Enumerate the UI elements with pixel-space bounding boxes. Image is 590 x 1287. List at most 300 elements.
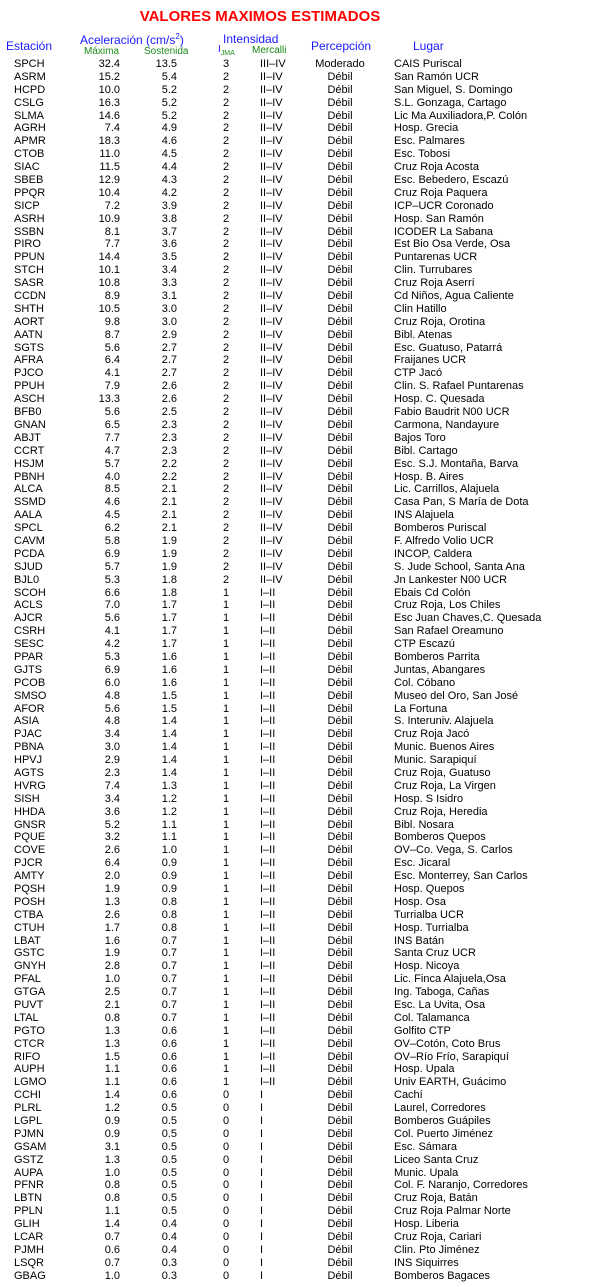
max-acceleration: 3.4: [104, 792, 120, 805]
mercalli-intensity: I–II: [260, 766, 276, 779]
header-aceleracion: [80, 32, 184, 47]
jma-intensity: 1: [222, 960, 230, 973]
jma-intensity: 1: [222, 870, 230, 883]
sustained-acceleration: 2.6: [161, 393, 177, 406]
jma-intensity: 0: [222, 1218, 230, 1231]
station-code: HSJM: [14, 457, 44, 470]
sustained-acceleration: 0.7: [161, 947, 177, 960]
sustained-acceleration: 2.3: [161, 444, 177, 457]
perception: Débil: [327, 599, 353, 612]
perception: Débil: [327, 1076, 353, 1089]
location: Col. Puerto Jiménez: [394, 1127, 494, 1140]
location: Esc. Bebedero, Escazú: [394, 174, 509, 187]
jma-intensity: 2: [222, 393, 230, 406]
table-row: [0, 148, 590, 161]
sustained-acceleration: 1.2: [161, 792, 177, 805]
table-row: [0, 960, 590, 973]
perception: Débil: [327, 1231, 353, 1244]
max-acceleration: 1.7: [104, 921, 120, 934]
max-acceleration: 5.6: [104, 341, 120, 354]
jma-intensity: 2: [222, 277, 230, 290]
mercalli-intensity: II–IV: [260, 380, 283, 393]
sustained-acceleration: 0.7: [161, 960, 177, 973]
jma-intensity: 2: [222, 212, 230, 225]
mercalli-intensity: I: [260, 1179, 264, 1192]
jma-intensity: 0: [222, 1231, 230, 1244]
max-acceleration: 1.3: [104, 895, 120, 908]
mercalli-intensity: II–IV: [260, 522, 283, 535]
location: Lic. Carrillos, Alajuela: [394, 483, 500, 496]
max-acceleration: 2.1: [104, 999, 120, 1012]
location: OV–Cotón, Coto Brus: [394, 1037, 501, 1050]
sustained-acceleration: 0.8: [161, 908, 177, 921]
location: Hosp. Upala: [394, 1063, 455, 1076]
station-code: GSAM: [14, 1140, 47, 1153]
station-code: PPUN: [14, 251, 45, 264]
location: OV–Río Frío, Sarapiquí: [394, 1050, 509, 1063]
max-acceleration: 5.7: [104, 560, 120, 573]
perception: Débil: [327, 676, 353, 689]
station-code: PJCR: [14, 857, 43, 870]
mercalli-intensity: I–II: [260, 895, 276, 908]
perception: Débil: [327, 689, 353, 702]
max-acceleration: 1.0: [104, 973, 120, 986]
mercalli-intensity: I–II: [260, 689, 276, 702]
sustained-acceleration: 0.8: [161, 921, 177, 934]
stations-table: [0, 58, 590, 1283]
table-row: [0, 1192, 590, 1205]
perception: Débil: [327, 805, 353, 818]
table-row: [0, 432, 590, 445]
max-acceleration: 1.3: [104, 1037, 120, 1050]
table-row: [0, 638, 590, 651]
max-acceleration: 7.4: [104, 122, 120, 135]
perception: Débil: [327, 921, 353, 934]
perception: Débil: [327, 831, 353, 844]
station-code: PPUH: [14, 380, 45, 393]
station-code: PJMH: [14, 1243, 44, 1256]
station-code: PPQR: [14, 186, 46, 199]
mercalli-intensity: II–IV: [260, 483, 283, 496]
sustained-acceleration: 2.1: [161, 483, 177, 496]
location: Col. F. Naranjo, Corredores: [394, 1179, 528, 1192]
perception: Débil: [327, 290, 353, 303]
jma-intensity: 2: [222, 238, 230, 251]
perception: Débil: [327, 1140, 353, 1153]
station-code: CCHI: [14, 1089, 41, 1102]
perception: Débil: [327, 431, 353, 444]
sustained-acceleration: 0.5: [161, 1192, 177, 1205]
max-acceleration: 5.3: [104, 650, 120, 663]
station-code: AGTS: [14, 766, 44, 779]
table-row: [0, 741, 590, 754]
jma-intensity: 2: [222, 418, 230, 431]
max-acceleration: 7.4: [104, 779, 120, 792]
perception: Débil: [327, 1089, 353, 1102]
table-row: [0, 445, 590, 458]
perception: Débil: [327, 792, 353, 805]
table-row: [0, 1205, 590, 1218]
mercalli-intensity: II–IV: [260, 199, 283, 212]
mercalli-intensity: I–II: [260, 986, 276, 999]
table-row: [0, 522, 590, 535]
mercalli-intensity: I–II: [260, 870, 276, 883]
mercalli-intensity: I–II: [260, 599, 276, 612]
station-code: ACLS: [14, 599, 43, 612]
location: Hosp. Quepos: [394, 883, 465, 895]
mercalli-intensity: I–II: [260, 960, 276, 973]
max-acceleration: 4.1: [104, 367, 120, 380]
table-row: [0, 354, 590, 367]
sustained-acceleration: 5.2: [161, 109, 177, 122]
station-code: SICP: [14, 199, 40, 212]
location: Esc Juan Chaves,C. Quesada: [394, 612, 542, 625]
mercalli-intensity: II–IV: [260, 212, 283, 225]
jma-intensity: 1: [222, 947, 230, 960]
max-acceleration: 4.0: [104, 470, 120, 483]
perception: Débil: [327, 483, 353, 496]
station-code: PBNH: [14, 470, 45, 483]
jma-intensity: 1: [222, 638, 230, 651]
table-row: [0, 471, 590, 484]
jma-intensity: 2: [222, 534, 230, 547]
perception: Débil: [327, 70, 353, 83]
max-acceleration: 6.6: [104, 586, 120, 599]
location: Hosp. B. Aires: [394, 470, 464, 483]
max-acceleration: 3.6: [104, 805, 120, 818]
mercalli-intensity: II–IV: [260, 457, 283, 470]
jma-intensity: 2: [222, 328, 230, 341]
mercalli-intensity: II–IV: [260, 225, 283, 238]
perception: Débil: [327, 650, 353, 663]
perception: Débil: [327, 470, 353, 483]
mercalli-intensity: II–IV: [260, 444, 283, 457]
mercalli-intensity: I–II: [260, 638, 276, 651]
mercalli-intensity: I: [260, 1166, 264, 1179]
mercalli-intensity: I–II: [260, 702, 276, 715]
station-code: PJCO: [14, 367, 44, 380]
table-row: [0, 599, 590, 612]
jma-intensity: 0: [222, 1205, 230, 1218]
table-row: [0, 767, 590, 780]
max-acceleration: 14.6: [98, 109, 120, 122]
max-acceleration: 4.5: [104, 509, 120, 522]
mercalli-intensity: I–II: [260, 831, 276, 844]
jma-intensity: 1: [222, 883, 230, 895]
max-acceleration: 1.3: [104, 1024, 120, 1037]
location: Bomberos Guápiles: [394, 1115, 491, 1128]
max-acceleration: 4.6: [104, 496, 120, 509]
table-row: [0, 226, 590, 239]
mercalli-intensity: II–IV: [260, 135, 283, 148]
jma-intensity: 1: [222, 999, 230, 1012]
sustained-acceleration: 1.9: [161, 547, 177, 560]
max-acceleration: 4.1: [104, 625, 120, 638]
location: San Ramón UCR: [394, 70, 479, 83]
perception: Moderado: [315, 58, 365, 70]
station-code: HCPD: [14, 83, 46, 96]
perception: Débil: [327, 1243, 353, 1256]
jma-intensity: 2: [222, 560, 230, 573]
mercalli-intensity: I–II: [260, 586, 276, 599]
table-row: [0, 1179, 590, 1192]
station-code: GNAN: [14, 418, 46, 431]
table-row: [0, 703, 590, 716]
station-code: AUPH: [14, 1063, 45, 1076]
mercalli-intensity: I–II: [260, 625, 276, 638]
max-acceleration: 32.4: [98, 58, 120, 70]
location: Univ EARTH, Guácimo: [394, 1076, 507, 1089]
mercalli-intensity: I–II: [260, 676, 276, 689]
jma-intensity: 1: [222, 663, 230, 676]
mercalli-intensity: II–IV: [260, 122, 283, 135]
table-row: [0, 58, 590, 71]
station-code: RIFO: [14, 1050, 41, 1063]
jma-intensity: 2: [222, 96, 230, 109]
location: Santa Cruz UCR: [394, 947, 476, 960]
location: INS Siquirres: [394, 1256, 459, 1269]
station-code: PFNR: [14, 1179, 44, 1192]
jma-intensity: 2: [222, 341, 230, 354]
sustained-acceleration: 0.6: [161, 1037, 177, 1050]
location: Cachí: [394, 1089, 423, 1102]
mercalli-intensity: I–II: [260, 728, 276, 741]
table-row: [0, 883, 590, 896]
perception: Débil: [327, 947, 353, 960]
mercalli-intensity: I–II: [260, 999, 276, 1012]
perception: Débil: [327, 934, 353, 947]
jma-intensity: 2: [222, 302, 230, 315]
table-row: [0, 1012, 590, 1025]
station-code: SMSO: [14, 689, 47, 702]
table-row: [0, 844, 590, 857]
max-acceleration: 6.9: [104, 663, 120, 676]
location: Clin. Turrubares: [394, 264, 473, 277]
table-row: [0, 612, 590, 625]
mercalli-intensity: I: [260, 1205, 264, 1218]
perception: Débil: [327, 560, 353, 573]
perception: Débil: [327, 857, 353, 870]
mercalli-intensity: I: [260, 1192, 264, 1205]
table-row: [0, 316, 590, 329]
sustained-acceleration: 0.6: [161, 1089, 177, 1102]
jma-intensity: 1: [222, 934, 230, 947]
location: Esc. Monterrey, San Carlos: [394, 870, 528, 883]
max-acceleration: 2.3: [104, 766, 120, 779]
jma-intensity: 2: [222, 406, 230, 419]
max-acceleration: 4.7: [104, 444, 120, 457]
table-row: [0, 1051, 590, 1064]
jma-intensity: 1: [222, 921, 230, 934]
sustained-acceleration: 0.5: [161, 1127, 177, 1140]
location: Fabio Baudrit N00 UCR: [394, 406, 510, 419]
location: Cruz Roja Acosta: [394, 161, 479, 174]
location: Liceo Santa Cruz: [394, 1153, 479, 1166]
table-row: [0, 909, 590, 922]
jma-intensity: 1: [222, 728, 230, 741]
table-row: [0, 690, 590, 703]
mercalli-intensity: II–IV: [260, 509, 283, 522]
sustained-acceleration: 3.0: [161, 302, 177, 315]
max-acceleration: 16.3: [98, 96, 120, 109]
station-code: ABJT: [14, 431, 41, 444]
table-row: [0, 1025, 590, 1038]
sustained-acceleration: 2.1: [161, 522, 177, 535]
sustained-acceleration: 4.3: [161, 174, 177, 187]
mercalli-intensity: II–IV: [260, 109, 283, 122]
location: Bibl. Atenas: [394, 328, 453, 341]
perception: Débil: [327, 1153, 353, 1166]
jma-intensity: 1: [222, 908, 230, 921]
jma-intensity: 2: [222, 70, 230, 83]
table-row: [0, 922, 590, 935]
max-acceleration: 6.5: [104, 418, 120, 431]
max-acceleration: 5.8: [104, 534, 120, 547]
mercalli-intensity: I–II: [260, 1076, 276, 1089]
mercalli-intensity: I–II: [260, 715, 276, 728]
max-acceleration: 1.6: [104, 934, 120, 947]
max-acceleration: 11.0: [99, 148, 120, 161]
sustained-acceleration: 1.7: [161, 599, 177, 612]
station-code: PFAL: [14, 973, 41, 986]
perception: Débil: [327, 895, 353, 908]
mercalli-intensity: I: [260, 1140, 264, 1153]
perception: Débil: [327, 1127, 353, 1140]
location: Hosp. Turrialba: [394, 921, 469, 934]
sustained-acceleration: 2.2: [161, 470, 177, 483]
station-code: GSTZ: [14, 1153, 44, 1166]
mercalli-intensity: II–IV: [260, 302, 283, 315]
max-acceleration: 2.5: [104, 986, 120, 999]
location: Turrialba UCR: [394, 908, 464, 921]
header-intensidad: Intensidad: [223, 32, 279, 46]
station-code: AUPA: [14, 1166, 44, 1179]
subheader-ijma-sub: JMA: [220, 50, 235, 57]
location: Golfito CTP: [394, 1024, 451, 1037]
max-acceleration: 3.0: [104, 741, 120, 754]
header-percepcion: Percepción: [311, 39, 372, 53]
sustained-acceleration: 3.6: [161, 238, 177, 251]
table-row: [0, 1089, 590, 1102]
sustained-acceleration: 2.5: [161, 406, 177, 419]
station-code: LBTN: [14, 1192, 43, 1205]
location: Munic. Sarapiquí: [394, 754, 477, 767]
station-code: ASRH: [14, 212, 45, 225]
mercalli-intensity: I–II: [260, 947, 276, 960]
jma-intensity: 2: [222, 264, 230, 277]
mercalli-intensity: I–II: [260, 857, 276, 870]
sustained-acceleration: 5.4: [161, 70, 177, 83]
mercalli-intensity: I: [260, 1231, 264, 1244]
station-code: SASR: [14, 277, 44, 290]
location: Museo del Oro, San José: [394, 689, 519, 702]
sustained-acceleration: 3.4: [161, 264, 177, 277]
station-code: AFOR: [14, 702, 45, 715]
jma-intensity: 2: [222, 431, 230, 444]
jma-intensity: 0: [222, 1192, 230, 1205]
location: S. Interuniv. Alajuela: [394, 715, 494, 728]
station-code: LSQR: [14, 1256, 44, 1269]
jma-intensity: 1: [222, 754, 230, 767]
location: Juntas, Abangares: [394, 663, 486, 676]
max-acceleration: 2.0: [104, 870, 120, 883]
location: CTP Jacó: [394, 367, 443, 380]
subheader-maxima: Máxima: [84, 46, 120, 57]
jma-intensity: 1: [222, 973, 230, 986]
station-code: GNSR: [14, 818, 46, 831]
mercalli-intensity: I–II: [260, 650, 276, 663]
table-row: [0, 587, 590, 600]
location: ICP–UCR Coronado: [394, 199, 494, 212]
perception: Débil: [327, 818, 353, 831]
sustained-acceleration: 0.5: [161, 1205, 177, 1218]
sustained-acceleration: 2.7: [161, 341, 177, 354]
location: INCOP, Caldera: [394, 547, 473, 560]
perception: Débil: [327, 96, 353, 109]
station-code: PPLN: [14, 1205, 43, 1218]
jma-intensity: 1: [222, 676, 230, 689]
sustained-acceleration: 1.4: [161, 754, 177, 767]
jma-intensity: 0: [222, 1256, 230, 1269]
header-aceleracion-close: ): [179, 33, 184, 47]
perception: Débil: [327, 844, 353, 857]
jma-intensity: 1: [222, 612, 230, 625]
table-row: [0, 793, 590, 806]
sustained-acceleration: 1.2: [161, 805, 177, 818]
table-row: [0, 677, 590, 690]
sustained-acceleration: 1.9: [161, 560, 177, 573]
table-row: [0, 393, 590, 406]
table-row: [0, 1141, 590, 1154]
perception: Débil: [327, 148, 353, 161]
location: CAIS Puriscal: [394, 58, 462, 70]
table-row: [0, 71, 590, 84]
sustained-acceleration: 0.3: [161, 1256, 177, 1269]
station-code: CSRH: [14, 625, 46, 638]
table-row: [0, 483, 590, 496]
sustained-acceleration: 0.8: [161, 895, 177, 908]
jma-intensity: 2: [222, 122, 230, 135]
sustained-acceleration: 2.3: [161, 418, 177, 431]
perception: Débil: [327, 161, 353, 174]
max-acceleration: 1.4: [104, 1089, 120, 1102]
sustained-acceleration: 1.8: [161, 586, 177, 599]
perception: Débil: [327, 1218, 353, 1231]
max-acceleration: 1.0: [104, 1166, 120, 1179]
mercalli-intensity: II–IV: [260, 70, 283, 83]
perception: Débil: [327, 547, 353, 560]
jma-intensity: 1: [222, 831, 230, 844]
table-row: [0, 496, 590, 509]
jma-intensity: 0: [222, 1166, 230, 1179]
station-code: AGRH: [14, 122, 46, 135]
max-acceleration: 5.7: [104, 457, 120, 470]
mercalli-intensity: II–IV: [260, 238, 283, 251]
station-code: PBNA: [14, 741, 44, 754]
max-acceleration: 1.9: [104, 947, 120, 960]
mercalli-intensity: I–II: [260, 754, 276, 767]
station-code: HHDA: [14, 805, 46, 818]
location: Col. Cóbano: [394, 676, 456, 689]
sustained-acceleration: 0.7: [161, 1011, 177, 1024]
sustained-acceleration: 3.8: [161, 212, 177, 225]
max-acceleration: 5.3: [104, 573, 120, 586]
sustained-acceleration: 1.0: [161, 844, 177, 857]
perception: Débil: [327, 741, 353, 754]
sustained-acceleration: 1.5: [161, 689, 177, 702]
max-acceleration: 1.1: [104, 1063, 120, 1076]
mercalli-intensity: I: [260, 1102, 264, 1115]
